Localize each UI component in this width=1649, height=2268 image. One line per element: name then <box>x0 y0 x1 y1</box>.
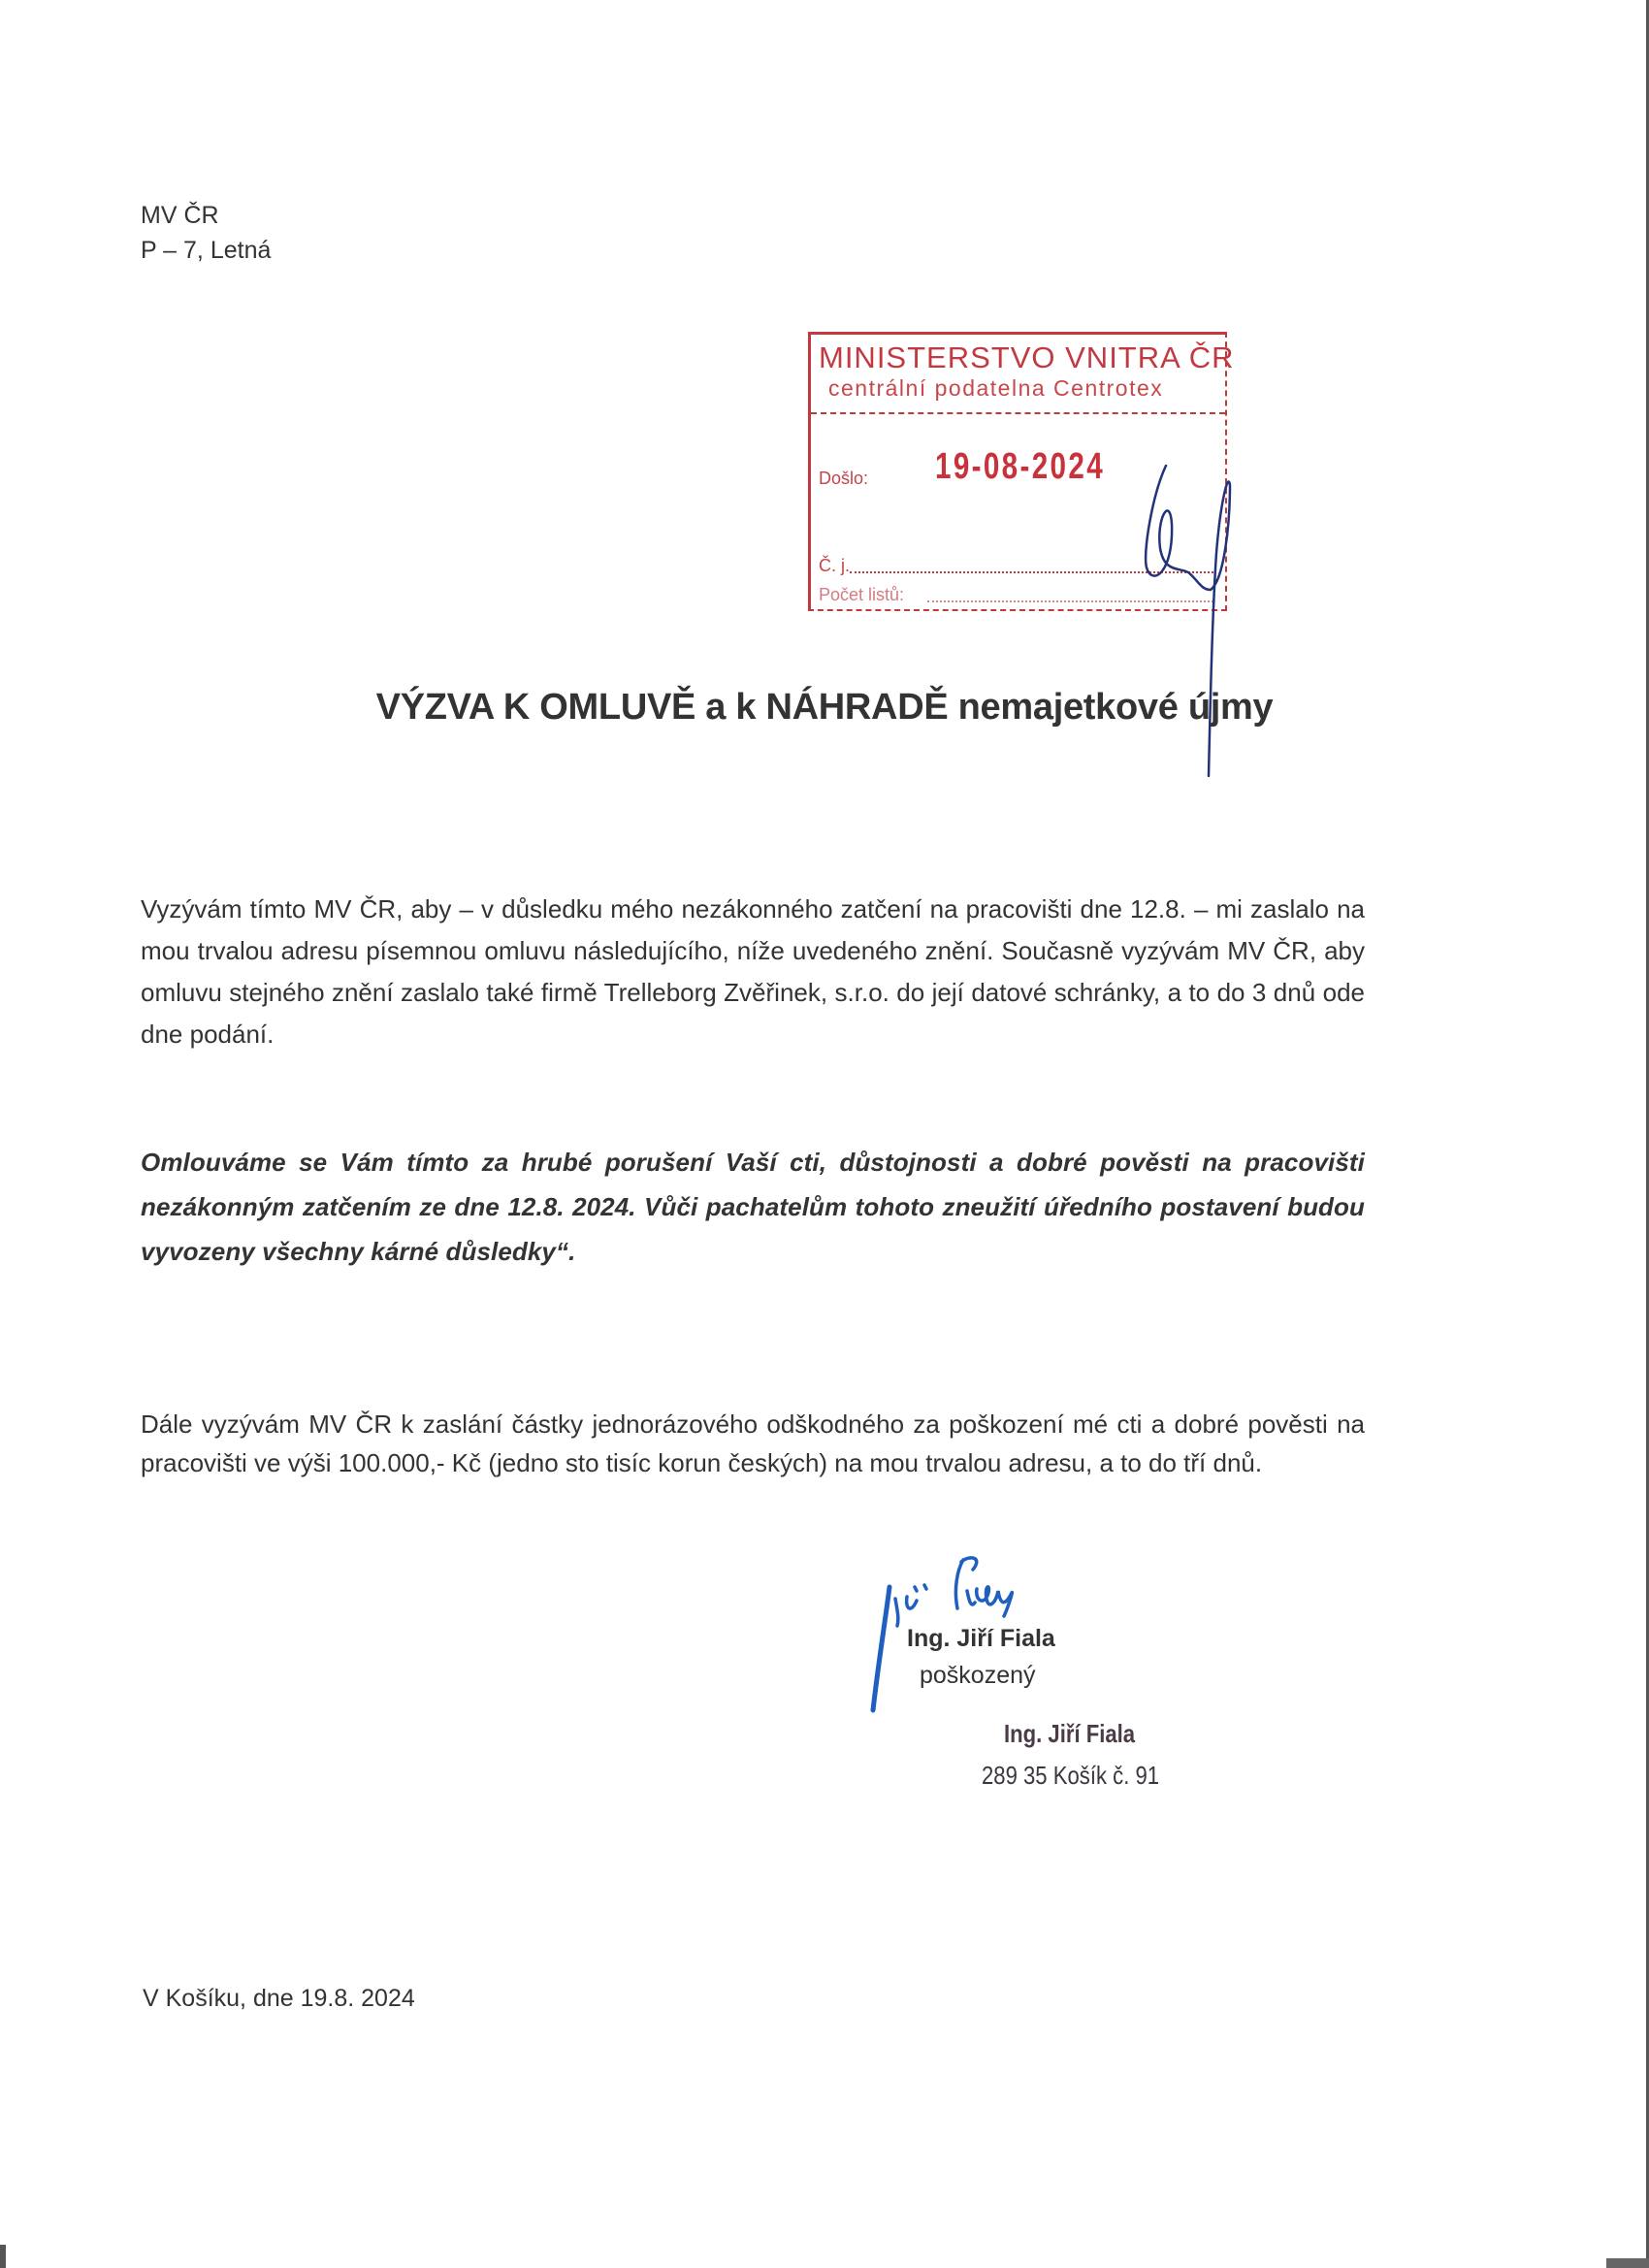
stamp-office-subtitle: centrální podatelna Centrotex <box>828 375 1164 401</box>
stamp-sheets-label: Počet listů: <box>819 585 905 604</box>
recipient-name: MV ČR <box>141 202 219 229</box>
place-and-date: V Košíku, dne 19.8. 2024 <box>143 1985 415 2012</box>
stamp-ref-label: Č. j. <box>819 556 851 575</box>
scan-edge-bottom-left <box>0 2245 6 2268</box>
stamp-ministry-title: MINISTERSTVO VNITRA ČR <box>819 340 1235 374</box>
stamp-received-label: Došlo: <box>819 469 869 488</box>
stamp-divider <box>811 412 1225 414</box>
stamp-received-date: 19-08-2024 <box>935 446 1106 487</box>
compensation-paragraph: Dále vyzývám MV ČR k zaslání částky jednorázového odškodného za poškození mé cti a dobré pověsti na pracovišti ve výši 100.000,- Kč (jedno sto tisíc korun českých) na mou trvalou adresu, a to do tří dnů. <box>141 1409 1365 1477</box>
sender-stamp-address: 289 35 Košík č. 91 <box>982 1761 1160 1790</box>
request-paragraph: Vyzývám tímto MV ČR, aby – v důsledku mého nezákonného zatčení na pracovišti dne 12.8. – mi zaslalo na mou trvalou adresu písemnou omluvu následujícího, níže uvedeného znění. Současně vyzývám MV ČR, aby omluvu stejného znění zaslalo také firmě Trelleborg Zvěřinek, s.r.o. do její datové schránky, a to do 3 dnů ode dne podání. <box>141 894 1365 1049</box>
receipt-initials-icon <box>1135 466 1251 776</box>
apology-text-paragraph: Omlouváme se Vám tímto za hrubé porušení Vaší cti, důstojnosti a dobré pověsti na pracovišti nezákonným zatčením ze dne 12.8. 2024. Vůči pachatelům tohoto zneužití úředního postavení budou vyvozeny všechny kárné důsledky“. <box>141 1148 1365 1266</box>
document-title: VÝZVA K OMLUVĚ a k NÁHRADĚ nemajetkové újmy <box>375 687 1274 728</box>
recipient-location: P – 7, Letná <box>141 237 272 264</box>
sender-stamp-name: Ing. Jiří Fiala <box>1004 1719 1136 1748</box>
scan-edge-bottom-right <box>1606 2258 1649 2268</box>
signatory-name: Ing. Jiří Fiala <box>907 1625 1055 1652</box>
recipient-address <box>141 198 271 268</box>
signatory-role: poškozený <box>920 1662 1036 1689</box>
